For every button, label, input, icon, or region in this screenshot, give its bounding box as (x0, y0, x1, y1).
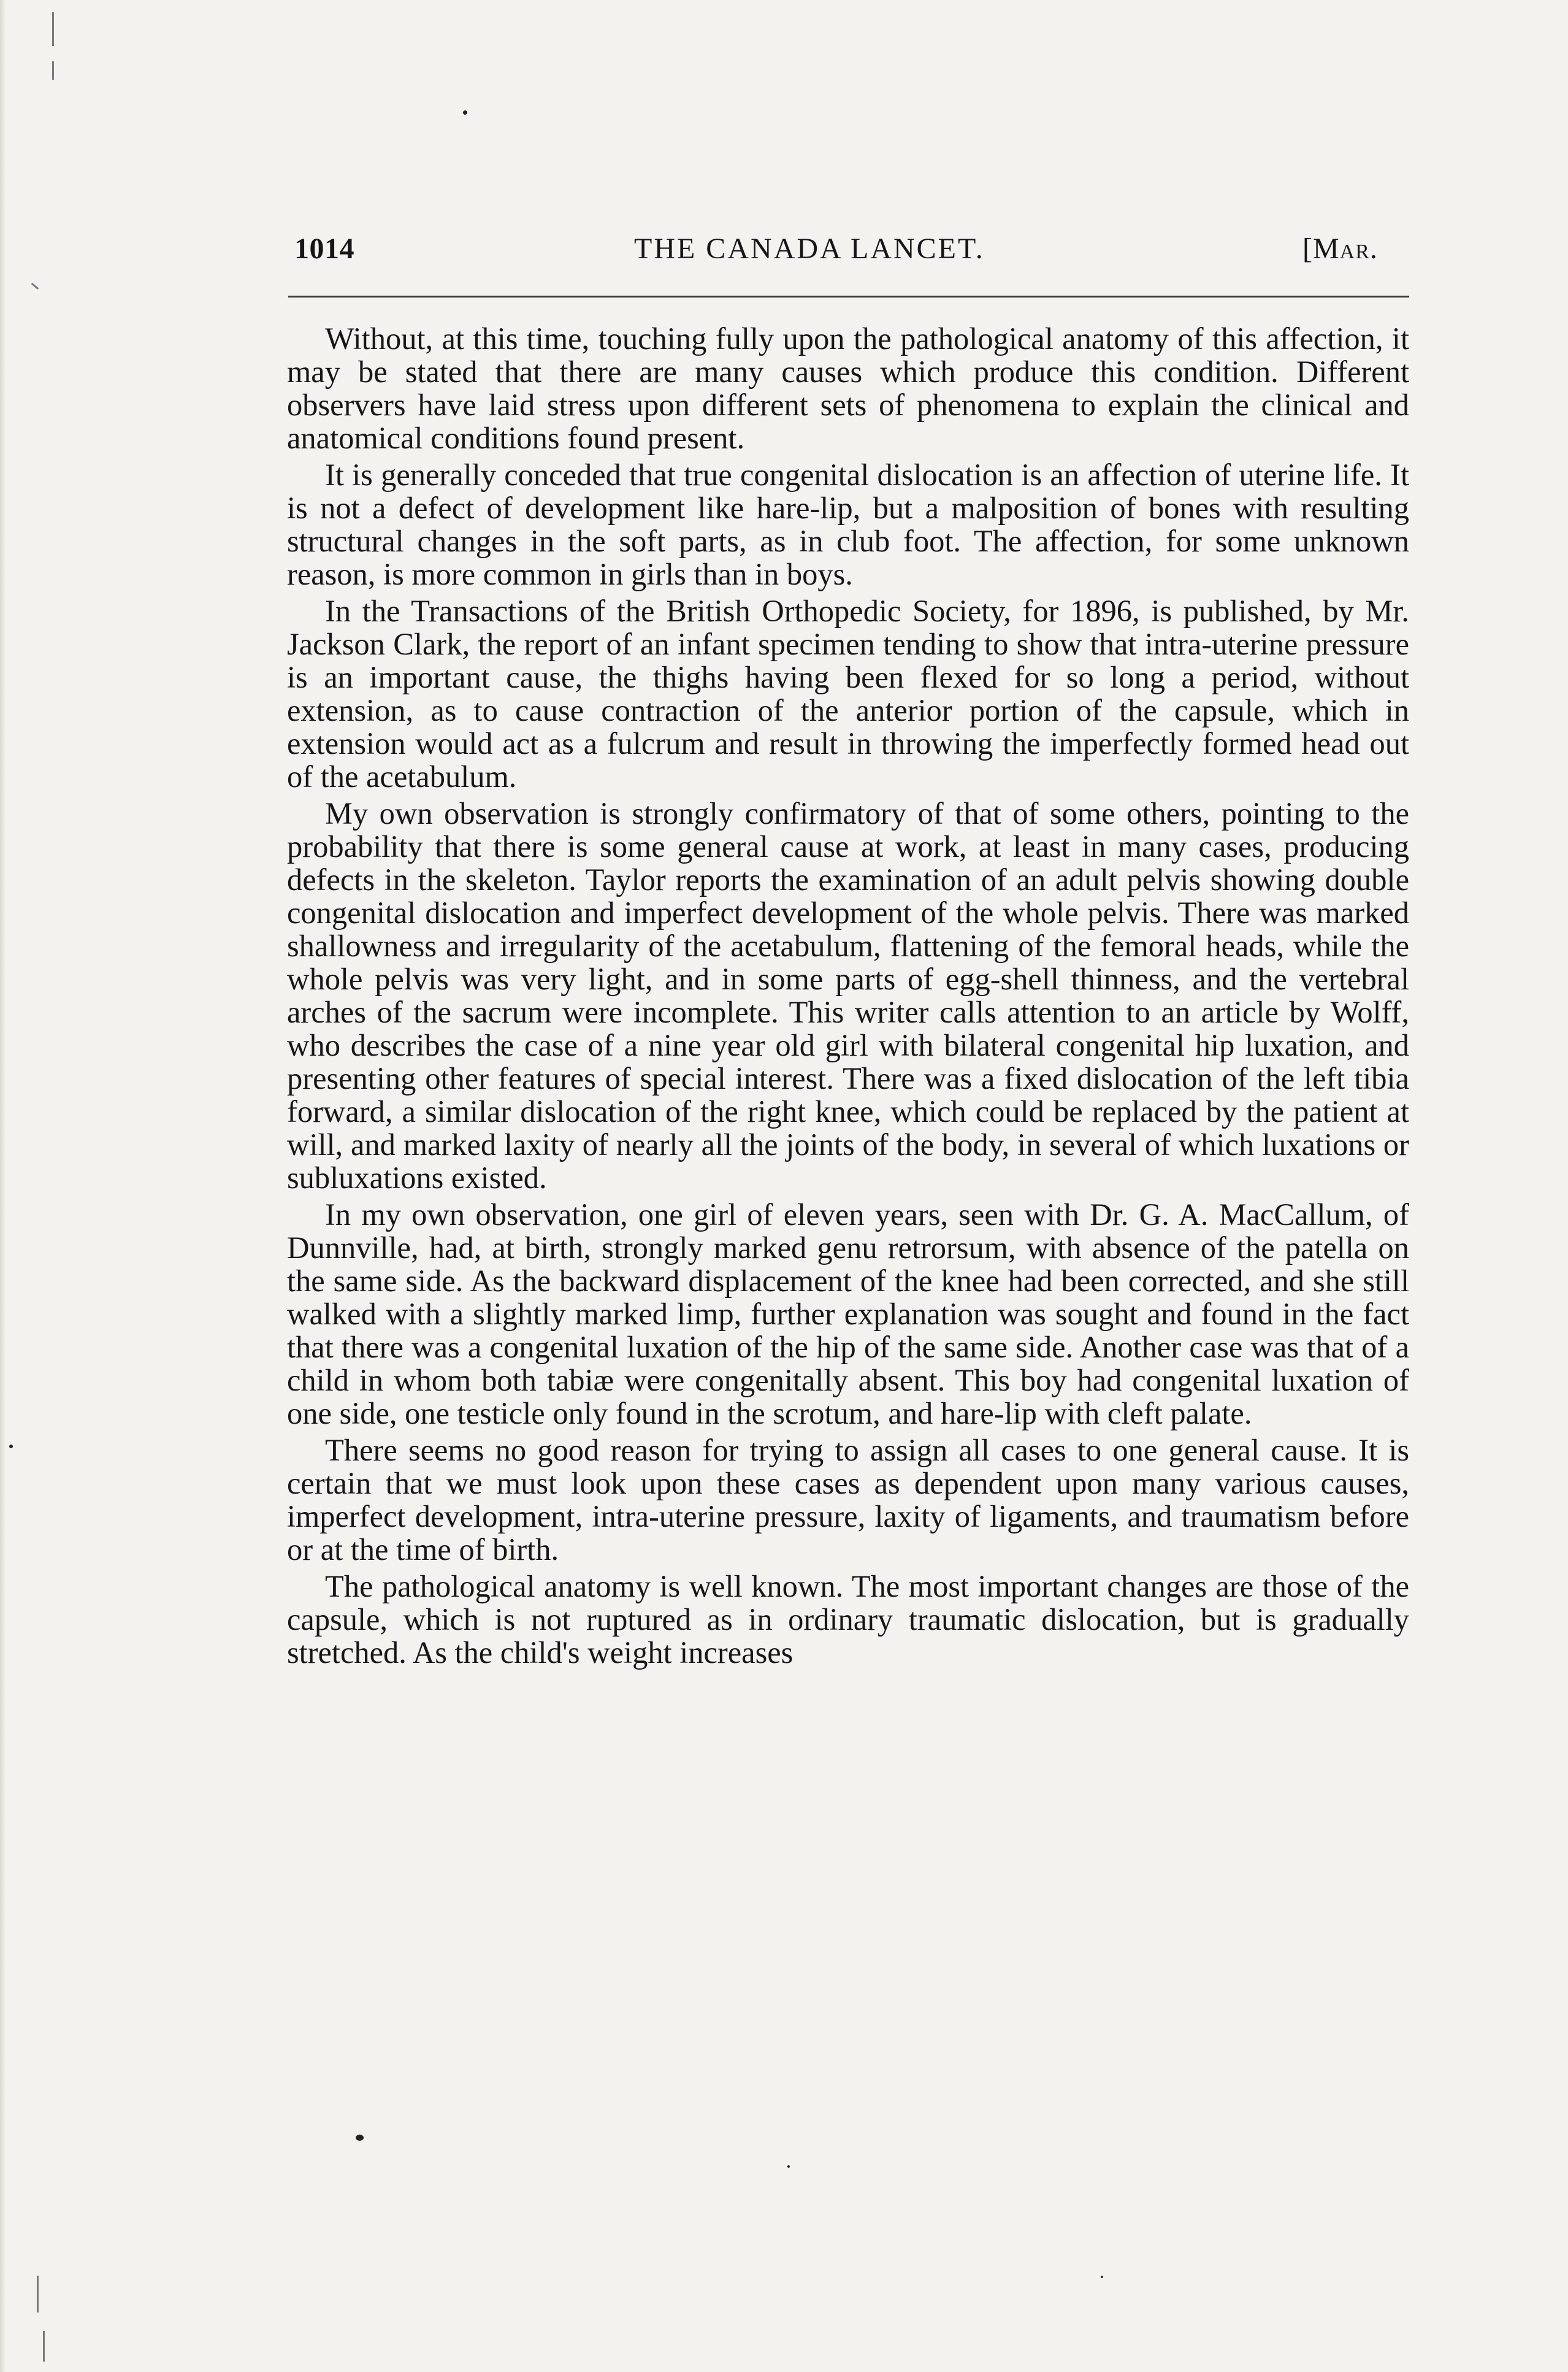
paragraph: In the Transactions of the British Orthopedic Society, for 1896, is published, by Mr. Jackson Clark, the report of an infant specimen tending to show that intra-uterine pressure is an important cause, the thighs having been flexed for so long a period, without extension, as to cause contraction of the anterior portion of the capsule, which in extension would act as a fulcrum and result in throwing the imperfectly formed head out of the acetabulum. (287, 594, 1409, 794)
paragraph: In my own observation, one girl of eleven years, seen with Dr. G. A. MacCallum, of Dunnville, had, at birth, strongly marked genu retrorsum, with absence of the patella on the same side. As the backward displacement of the knee had been corrected, and she still walked with a slightly marked limp, further explanation was sought and found in the fact that there was a congenital luxation of the hip of the same side. Another case was that of a child in whom both tabiæ were congenitally absent. This boy had congenital luxation of one side, one testicle only found in the scrotum, and hare-lip with cleft palate. (287, 1197, 1409, 1430)
page-number: 1014 (294, 232, 354, 265)
paragraph: Without, at this time, touching fully upon the pathological anatomy of this affection, it may be stated that there are many causes which produce this condition. Different observers have laid stress upon different sets of phenomena to explain the clinical and anatomical conditions found present. (287, 321, 1409, 455)
paragraph: The pathological anatomy is well known. The most important changes are those of the capsule, which is not ruptured as in ordinary traumatic dislocation, but is gradually stretched. As the child's weight increases (287, 1569, 1409, 1670)
paragraph: My own observation is strongly confirmatory of that of some others, pointing to the probability that there is some general cause at work, at least in many cases, producing defects in the skeleton. Taylor reports the examination of an adult pelvis showing double congenital dislocation and imperfect development of the whole pelvis. There was marked shallowness and irregularity of the acetabulum, flattening of the femoral heads, while the whole pelvis was very light, and in some parts of egg-shell thinness, and the vertebral arches of the sacrum were incomplete. This writer calls attention to an article by Wolff, who describes the case of a nine year old girl with bilateral congenital hip luxation, and presenting other features of special interest. There was a fixed dislocation of the left tibia forward, a similar dislocation of the right knee, which could be replaced by the patient at will, and marked laxity of nearly all the joints of the body, in several of which luxations or subluxations existed. (287, 796, 1409, 1195)
scan-margin-mark (37, 2276, 39, 2313)
article-body (287, 322, 1409, 1673)
running-head: THE CANADA LANCET. (634, 232, 985, 265)
header-rule (288, 296, 1409, 297)
scan-speck (9, 1445, 13, 1448)
scan-margin-mark (31, 283, 39, 290)
scan-speck (787, 2165, 790, 2168)
scan-speck (356, 2135, 364, 2141)
scan-margin-mark (43, 2331, 45, 2362)
scan-edge-shadow (0, 0, 6, 2372)
paragraph: There seems no good reason for trying to assign all cases to one general cause. It is certain that we must look upon these cases as dependent upon many various causes, imperfect development, intra-uterine pressure, laxity of ligaments, and traumatism before or at the time of birth. (287, 1433, 1409, 1567)
paragraph: It is generally conceded that true congenital dislocation is an affection of uterine life. It is not a defect of development like hare-lip, but a malposition of bones with resulting structural changes in the soft parts, as in club foot. The affection, for some unknown reason, is more common in girls than in boys. (287, 458, 1409, 591)
running-month: [Mar. (1302, 232, 1378, 265)
scan-speck (1101, 2276, 1103, 2278)
scan-margin-mark (52, 61, 54, 80)
scan-speck (463, 110, 467, 115)
scan-margin-mark (52, 12, 54, 46)
